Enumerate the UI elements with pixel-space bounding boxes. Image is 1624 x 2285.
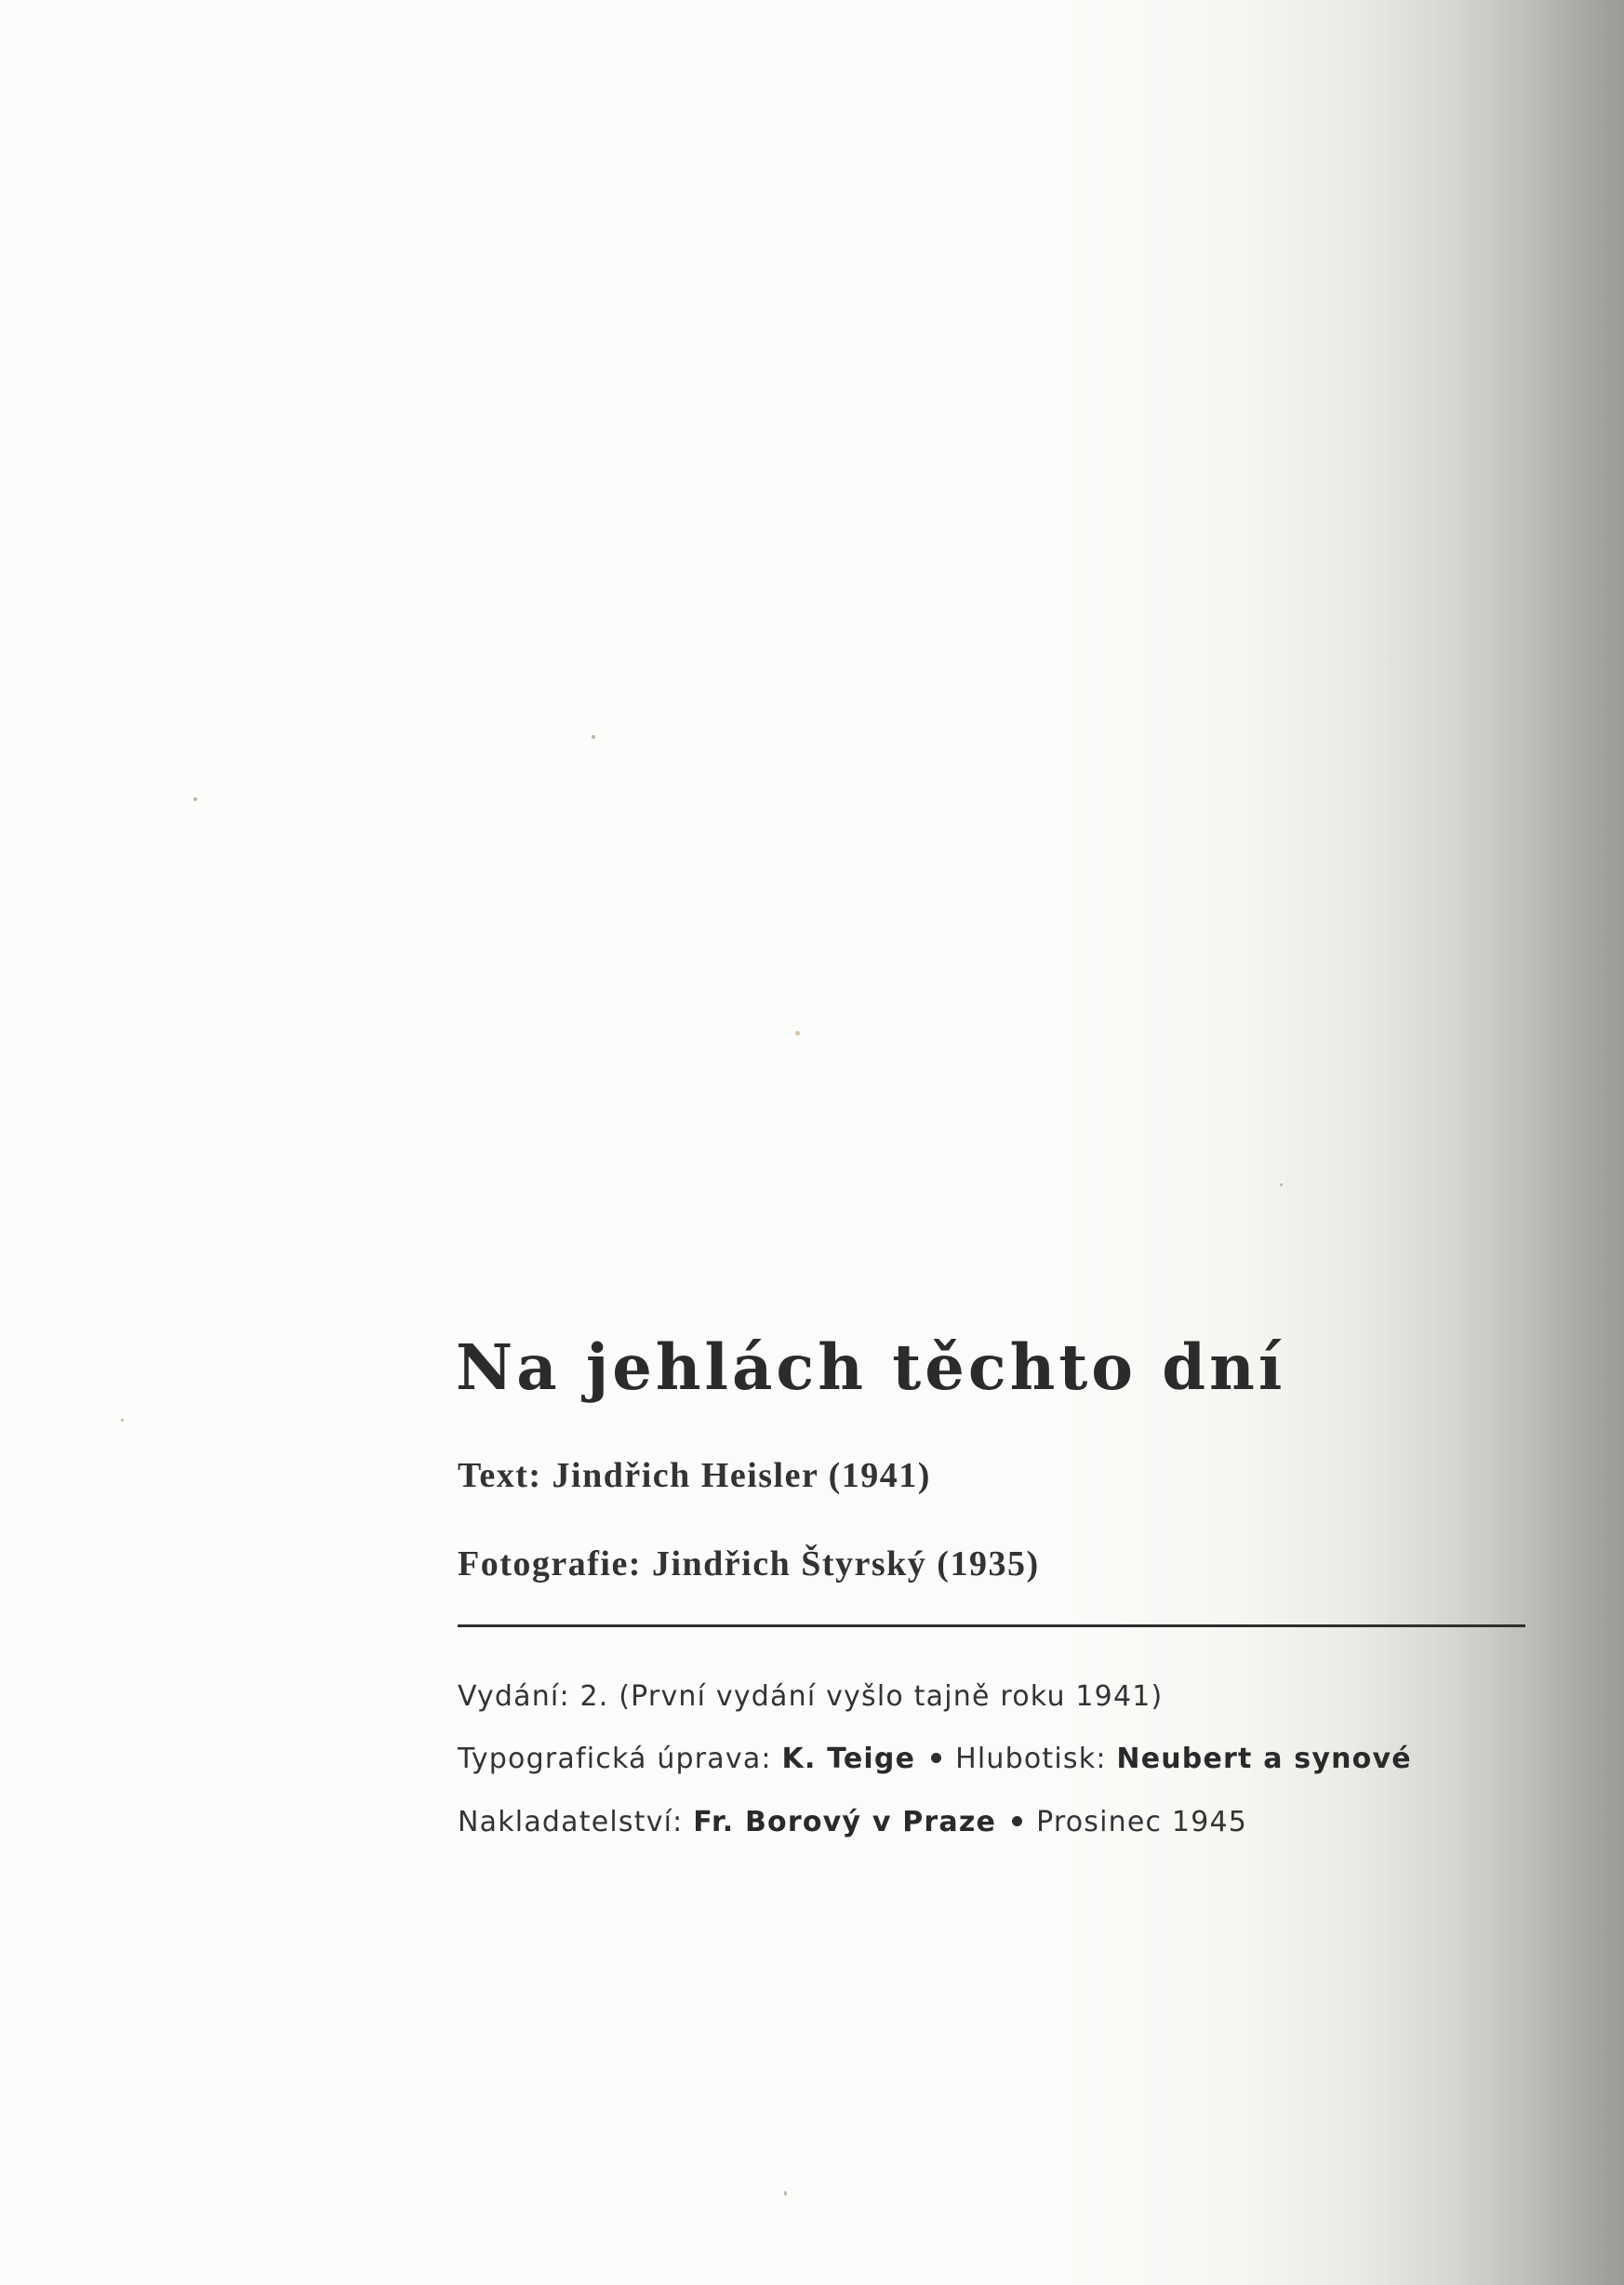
gravure-label: Hlubotisk: bbox=[955, 1743, 1107, 1775]
typography-value: K. Teige bbox=[781, 1743, 916, 1775]
publisher-value: Fr. Borový v Praze bbox=[693, 1806, 997, 1838]
divider-rule bbox=[458, 1624, 1525, 1627]
typography-line bbox=[458, 1743, 1412, 1775]
book-title: Na jehlách těchto dní bbox=[456, 1330, 1286, 1404]
typography-label: Typografická úprava: bbox=[458, 1743, 772, 1775]
bullet-separator bbox=[931, 1753, 941, 1763]
photo-credit: Fotografie: Jindřich Štyrský (1935) bbox=[458, 1544, 1040, 1583]
edition-line: Vydání: 2. (První vydání vyšlo tajně roku 1941) bbox=[458, 1680, 1164, 1713]
text-credit: Text: Jindřich Heisler (1941) bbox=[458, 1456, 931, 1495]
publisher-label: Nakladatelství: bbox=[458, 1806, 684, 1838]
gravure-value: Neubert a synové bbox=[1116, 1743, 1412, 1775]
publication-date: Prosinec 1945 bbox=[1036, 1806, 1248, 1838]
publisher-line bbox=[458, 1806, 1247, 1838]
bullet-separator bbox=[1012, 1816, 1022, 1826]
